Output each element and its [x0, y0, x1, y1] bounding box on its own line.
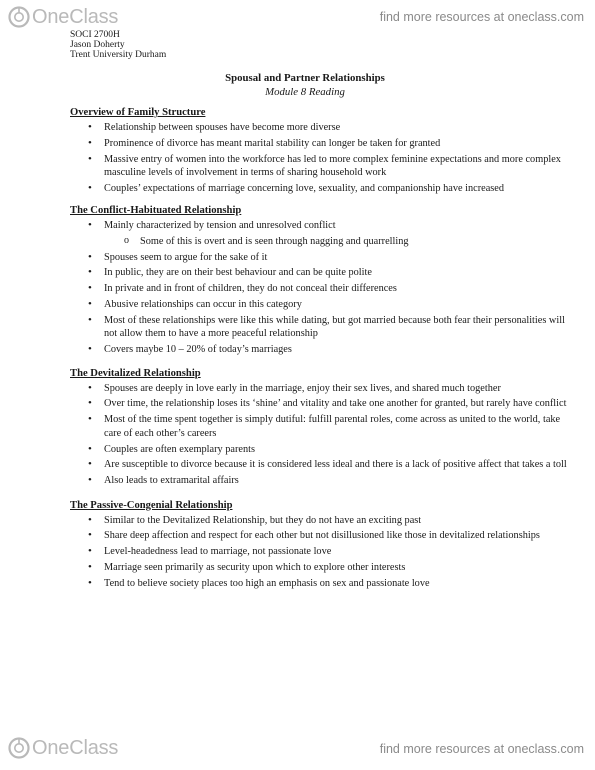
author-name: Jason Doherty	[70, 40, 125, 50]
list-item: • Spouses seem to argue for the sake of it	[70, 251, 570, 265]
brand-name: OneClass	[32, 6, 119, 28]
list-item: • Spouses are deeply in love early in the marriage, enjoy their sex lives, and shared much together	[70, 382, 570, 396]
section-conflict-habituated	[70, 204, 570, 356]
section-heading: The Passive-Congenial Relationship	[70, 499, 233, 511]
list-item: • Covers maybe 10 – 20% of today’s marriages	[70, 343, 570, 357]
brand-name: OneClass	[32, 737, 119, 759]
document-subtitle: Module 8 Reading	[265, 86, 345, 98]
bullet-list	[70, 251, 570, 357]
bullet-list	[70, 514, 570, 591]
list-item: • Most of the time spent together is simply dutiful: fulfill parental roles, come across as united to the world, take care of each other’s careers	[70, 413, 570, 440]
section-heading: Overview of Family Structure	[70, 107, 206, 118]
list-item: • Relationship between spouses have become more diverse	[70, 121, 570, 135]
oneclass-logo-icon	[8, 6, 30, 28]
section-passive-congenial	[70, 499, 570, 591]
list-item: • Tend to believe society places too high an emphasis on sex and passionate love	[70, 577, 570, 591]
section-heading: The Devitalized Relationship	[70, 367, 201, 379]
section-heading: The Conflict-Habituated Relationship	[70, 205, 242, 217]
promo-link-footer[interactable]: find more resources at oneclass.com	[379, 742, 584, 756]
list-item: • Couples are often exemplary parents	[70, 443, 570, 457]
list-item: • Marriage seen primarily as security upon which to explore other interests	[70, 561, 570, 575]
section-devitalized	[70, 367, 570, 488]
section-overview	[70, 106, 570, 195]
sub-bullet-list	[70, 235, 570, 249]
institution-name: Trent University Durham	[70, 50, 167, 60]
document-title: Spousal and Partner Relationships	[225, 72, 385, 84]
bullet-list	[70, 121, 570, 195]
list-item: • Massive entry of women into the workforce has led to more complex feminine expectations and more complex masculine levels of involvement in terms of sharing household work	[70, 153, 570, 180]
list-item: • Also leads to extramarital affairs	[70, 474, 570, 488]
list-item: • In private and in front of children, they do not conceal their differences	[70, 282, 570, 296]
list-item: • Abusive relationships can occur in this category	[70, 298, 570, 312]
oneclass-logo[interactable]	[8, 6, 118, 28]
oneclass-logo-footer[interactable]	[8, 737, 118, 759]
oneclass-logo-icon	[8, 737, 30, 759]
course-code: SOCI 2700H	[70, 30, 120, 40]
list-item: • In public, they are on their best behaviour and can be quite polite	[70, 266, 570, 280]
list-item: • Similar to the Devitalized Relationship, but they do not have an exciting past	[70, 514, 570, 528]
list-item: • Level-headedness lead to marriage, not passionate love	[70, 545, 570, 559]
list-item: • Over time, the relationship loses its ‘shine’ and vitality and take one another for granted, but rarely have conflict	[70, 397, 570, 411]
document	[70, 30, 570, 593]
sub-list-item: o Some of this is overt and is seen through nagging and quarrelling	[70, 235, 570, 249]
list-item: • Most of these relationships were like this while dating, but got married because both fear their personalities will not allow them to have a more peaceful relationship	[70, 314, 570, 341]
promo-link[interactable]: find more resources at oneclass.com	[379, 10, 584, 24]
list-item: • Mainly characterized by tension and unresolved conflict	[70, 219, 570, 233]
bullet-list	[70, 382, 570, 488]
list-item: • Couples’ expectations of marriage concerning love, sexuality, and companionship have increased	[70, 182, 570, 196]
list-item: • Prominence of divorce has meant marital stability can longer be taken for granted	[70, 137, 570, 151]
list-item: • Share deep affection and respect for each other but not disillusioned like those in devitalized relationships	[70, 529, 570, 543]
list-item: • Are susceptible to divorce because it is considered less ideal and there is a lack of positive affect that takes a toll	[70, 458, 570, 472]
bullet-list	[70, 219, 570, 233]
